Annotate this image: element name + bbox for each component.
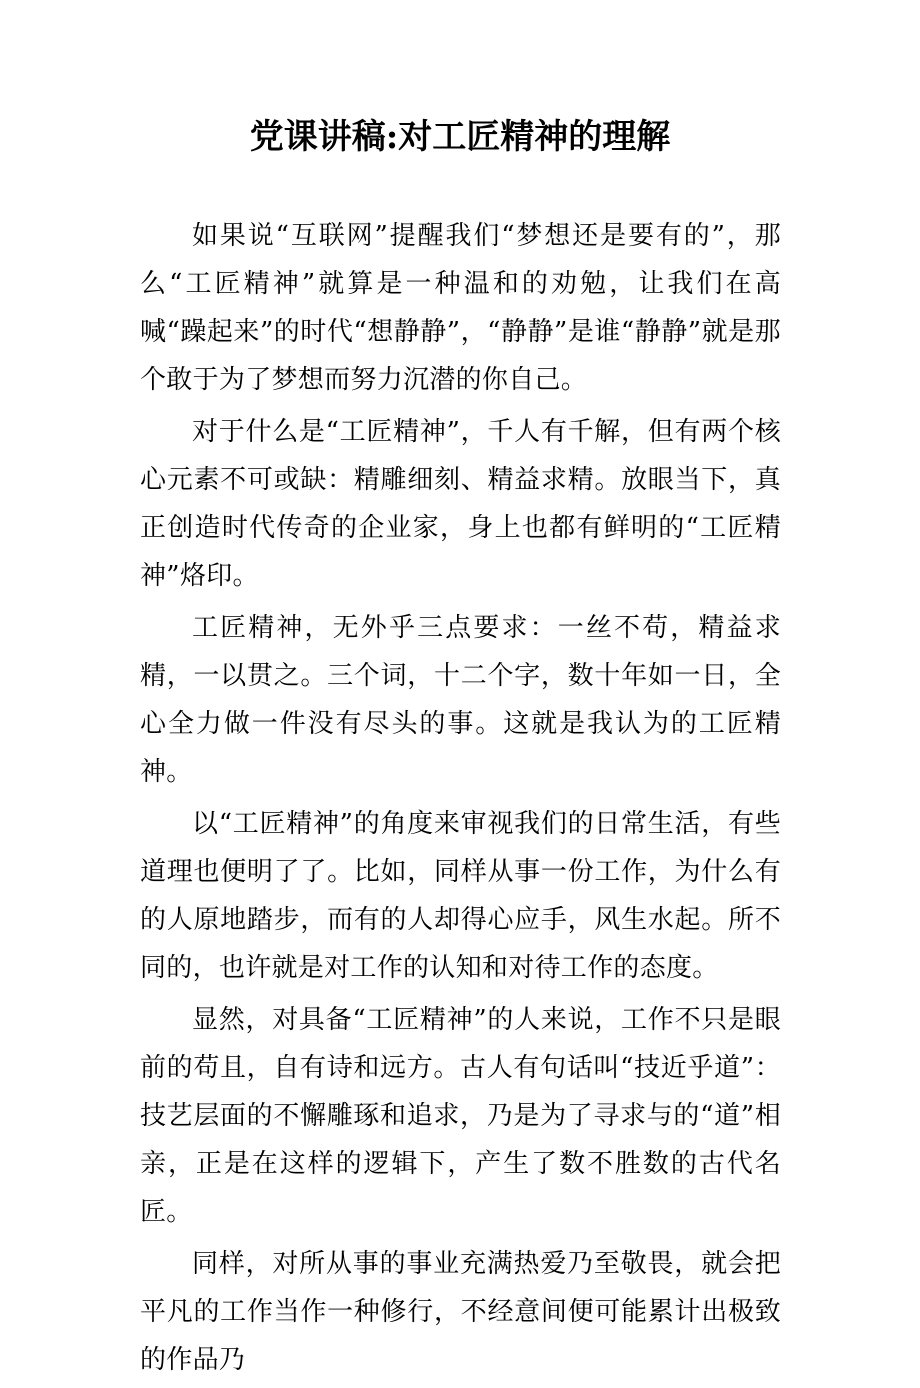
document-title: 党课讲稿:对工匠精神的理解 (249, 117, 671, 157)
paragraph-3: 工匠精神，无外乎三点要求：一丝不苟，精益求精，一以贯之。三个词，十二个字，数十年如一日，全心全力做一件没有尽头的事。这就是我认为的工匠精神。 (140, 613, 781, 787)
document-body (140, 212, 781, 1388)
paragraph-6: 同样，对所从事的事业充满热爱乃至敬畏，就会把平凡的工作当作一种修行，不经意间便可能累计出极致的作品乃 (140, 1249, 781, 1375)
paragraph-2: 对于什么是“工匠精神”，千人有千解，但有两个核心元素不可或缺：精雕细刻、精益求精。放眼当下，真正创造时代传奇的企业家，身上也都有鲜明的“工匠精神”烙印。 (140, 417, 781, 591)
paragraph-1: 如果说“互联网”提醒我们“梦想还是要有的”，那么“工匠精神”就算是一种温和的劝勉，让我们在高喊“躁起来”的时代“想静静”，“静静”是谁“静静”就是那个敢于为了梦想而努力沉潜的你自己。 (140, 221, 781, 395)
paragraph-5: 显然，对具备“工匠精神”的人来说，工作不只是眼前的苟且，自有诗和远方。古人有句话叫“技近乎道”：技艺层面的不懈雕琢和追求，乃是为了寻求与的“道”相亲，正是在这样的逻辑下，产生了数不胜数的古代名匠。 (140, 1005, 781, 1227)
paragraph-4: 以“工匠精神”的角度来审视我们的日常生活，有些道理也便明了了。比如，同样从事一份工作，为什么有的人原地踏步，而有的人却得心应手，风生水起。所不同的，也许就是对工作的认知和对待工作的态度。 (140, 809, 781, 983)
